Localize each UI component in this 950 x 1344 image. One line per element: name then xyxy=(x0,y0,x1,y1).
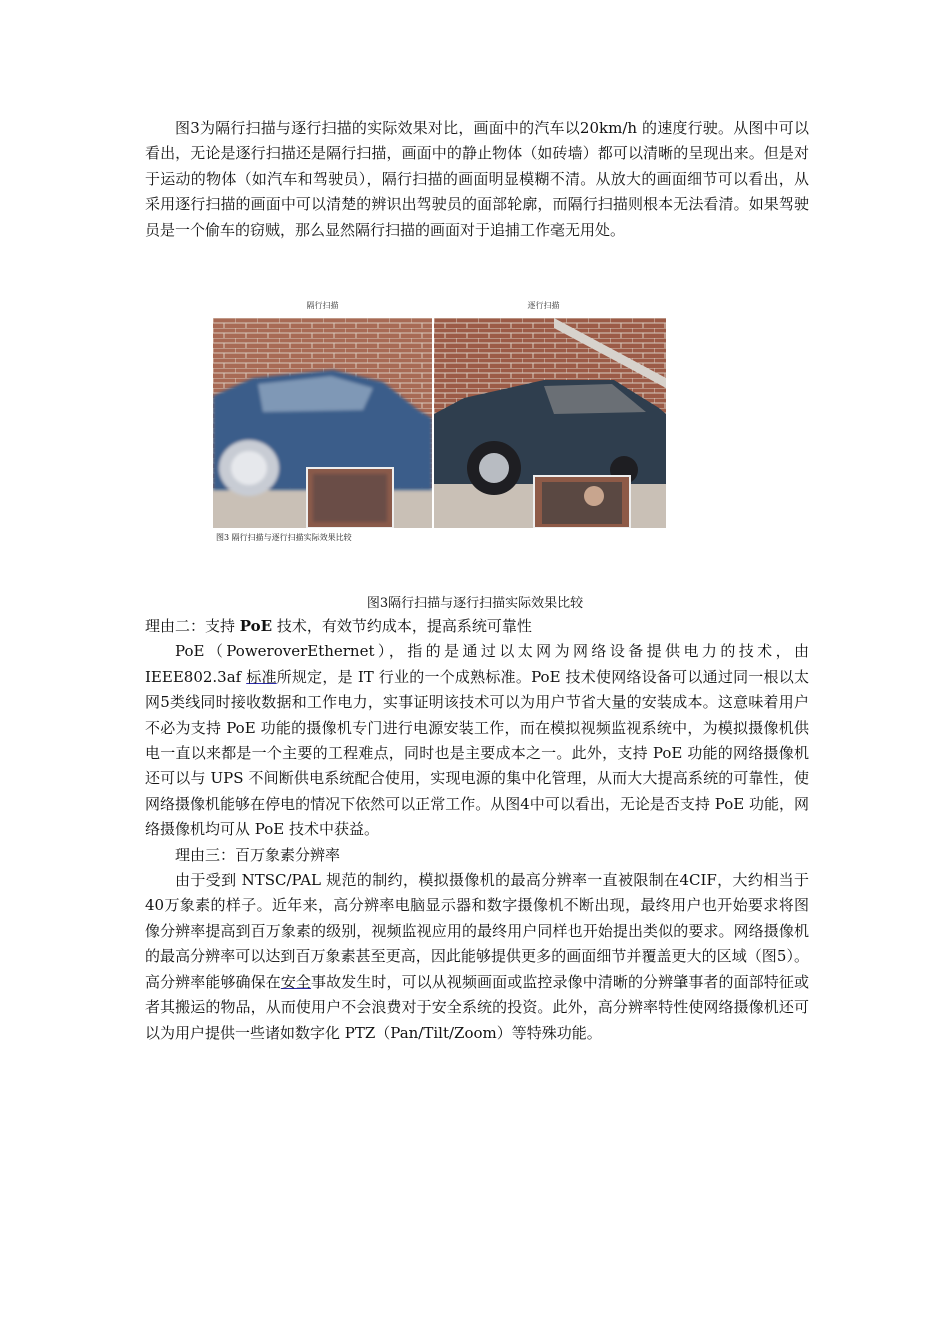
figure-3 xyxy=(213,300,666,555)
megapixel-text-1: 由于受到 NTSC/PAL 规范的制约，模拟摄像机的最高分辨率一直被限制在4CIF，大约相当于40万象素的样子。近年来，高分辨率电脑显示器和数字摄像机不断出现，最终用户也开始要求将图像分辨率提高到百万象素的级别，视频监视应用的最终用户同样也开始提出类似的要求。网络摄像机的最高分辨率可以达到百万象素甚至更高，因此能够提供更多的画面细节并覆盖更大的区域（图5）。高分辨率能够确保在 xyxy=(145,871,809,991)
reason2-suffix: 技术，有效节约成本，提高系统可靠性 xyxy=(272,617,532,635)
heading-reason-2 xyxy=(145,614,809,639)
image-interlaced-scan xyxy=(213,318,432,528)
figure-inner-caption: 图3 隔行扫描与逐行扫描实际效果比较 xyxy=(216,533,352,542)
figure-label-interlaced: 隔行扫描 xyxy=(306,301,339,310)
poe-text-2: 所规定，是 IT 行业的一个成熟标准。PoE 技术使网络设备可以通过同一根以太网5类线同时接收数据和工作电力，实事证明该技术可以为用户节省大量的安装成本。这意味着用户不必为支持 PoE 功能的摄像机专门进行电源安装工作，而在模拟视频监视系统中，为模拟摄像机供电一直以来都是一个主要的工程难点，同时也是主要成本之一。此外，支持 PoE 功能的网络摄像机还可以与 UPS 不间断供电系统配合使用，实现电源的集中化管理，从而大大提高系统的可靠性，使网络摄像机能够在停电的情况下依然可以正常工作。从图4中可以看出，无论是否支持 PoE 功能，网络摄像机均可从 PoE 技术中获益。 xyxy=(145,667,809,839)
paragraph-poe xyxy=(145,639,809,842)
paragraph-scan-comparison: 图3为隔行扫描与逐行扫描的实际效果对比，画面中的汽车以20km/h 的速度行驶。从图中可以看出，无论是逐行扫描还是隔行扫描，画面中的静止物体（如砖墙）都可以清晰的呈现出来。但是对于运动的物体（如汽车和驾驶员），隔行扫描的画面明显模糊不清。从放大的画面细节可以看出，从采用逐行扫描的画面中可以清楚的辨识出驾驶员的面部轮廓，而隔行扫描则根本无法看清。如果驾驶员是一个偷车的窃贼，那么显然隔行扫描的画面对于追捕工作毫无用处。 xyxy=(145,119,809,239)
body-section-1 xyxy=(145,116,809,243)
megapixel-text-2: 事故发生时，可以从视频画面或监控录像中清晰的分辨肇事者的面部特征或者其搬运的物品，从而使用户不会浪费对于安全系统的投资。此外，高分辨率特性使网络摄像机还可以为用户提供一些诸如数字化 PTZ（Pan/Tilt/Zoom）等特殊功能。 xyxy=(145,972,809,1042)
image-progressive-scan xyxy=(434,318,666,528)
body-section-2 xyxy=(145,614,809,1046)
reason2-prefix: 理由二：支持 xyxy=(145,617,240,635)
figure-label-progressive: 逐行扫描 xyxy=(527,301,560,310)
heading-reason-3: 理由三：百万象素分辨率 xyxy=(175,845,341,864)
figure-caption: 图3隔行扫描与逐行扫描实际效果比较 xyxy=(366,596,584,611)
paragraph-megapixel xyxy=(145,868,809,1046)
reason2-bold: PoE xyxy=(239,617,273,635)
standard-link[interactable]: 标准 xyxy=(246,667,277,686)
safety-link[interactable]: 安全 xyxy=(280,972,312,991)
poe-text-1: PoE（PoweroverEthernet），指的是通过以太网为网络设备提供电力的技术，由 IEEE802.3af xyxy=(145,642,809,686)
